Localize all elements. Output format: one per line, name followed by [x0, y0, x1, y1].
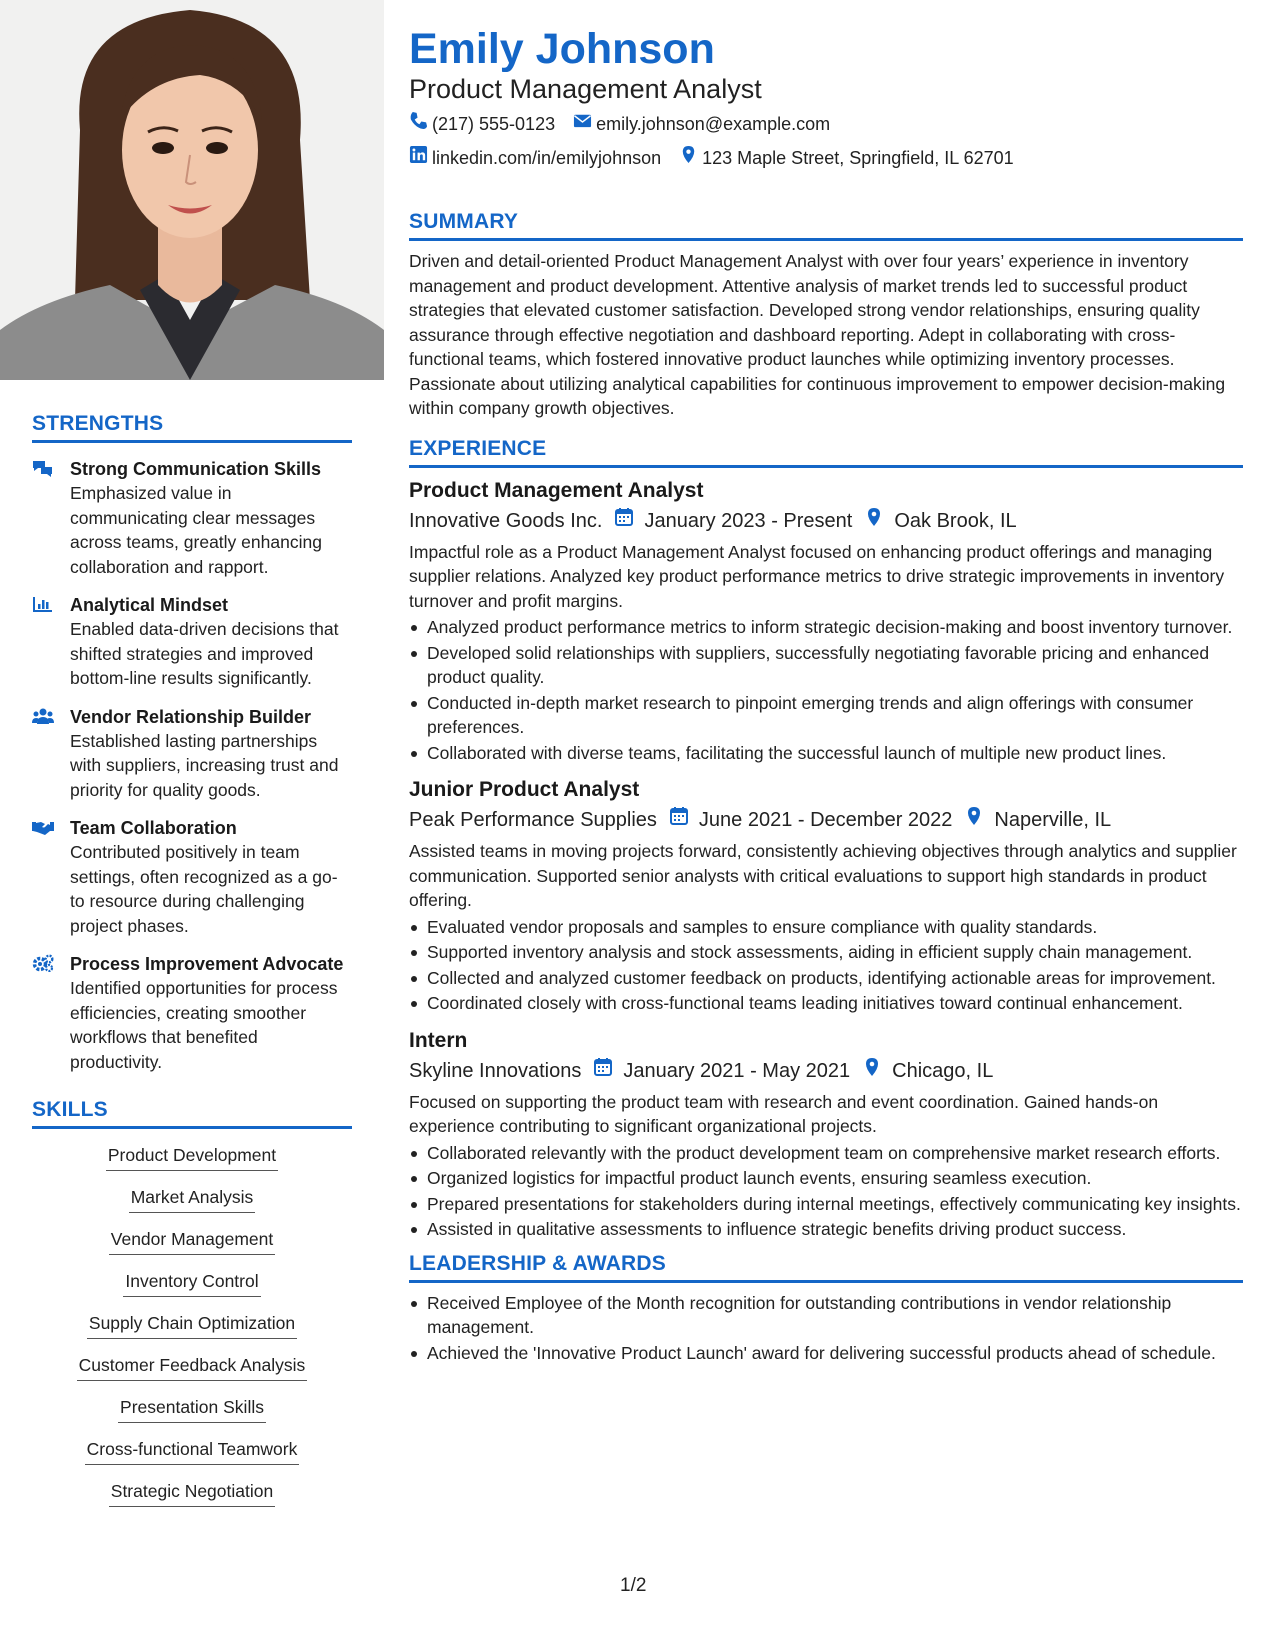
job-meta — [409, 506, 1243, 536]
strength-title: Vendor Relationship Builder — [70, 706, 312, 727]
skill-item: Vendor Management — [109, 1227, 275, 1255]
calendar-icon — [669, 805, 699, 835]
location-pin-icon — [679, 142, 702, 174]
skill-item: Strategic Negotiation — [109, 1479, 275, 1507]
skill-item: Presentation Skills — [118, 1395, 266, 1423]
job-description: Focused on supporting the product team with research and event coordination. Gained hands-on experience contributing to significant organizational projects. — [409, 1091, 1159, 1136]
strength-desc: Enabled data-driven decisions that shifted strategies and improved bottom-line results significantly. — [70, 619, 339, 688]
strength-item — [32, 593, 352, 691]
chat-icon — [32, 457, 70, 579]
phone-text: (217) 555-0123 — [432, 114, 556, 134]
job-meta — [409, 805, 1243, 835]
job-bullet: Collaborated relevantly with the product development team on comprehensive market research efforts. — [409, 1141, 1243, 1166]
job-entry — [409, 476, 1243, 766]
strength-desc: Identified opportunities for process efficiencies, creating smoother workflows that benefited productivity. — [70, 978, 338, 1072]
job-bullet: Coordinated closely with cross-functional teams leading initiatives toward continual enhancement. — [409, 991, 1243, 1016]
skill-item: Product Development — [106, 1143, 278, 1171]
address-text: 123 Maple Street, Springfield, IL 62701 — [702, 148, 1014, 168]
calendar-icon — [614, 506, 644, 536]
strengths-heading: STRENGTHS — [32, 412, 352, 443]
strength-item — [32, 952, 352, 1074]
awards-section — [409, 1252, 1243, 1366]
chart-icon — [32, 593, 70, 691]
page-number: 1/2 — [620, 1575, 647, 1596]
skill-item: Inventory Control — [123, 1269, 260, 1297]
email-contact[interactable] — [573, 108, 830, 140]
contact-row — [409, 108, 1243, 140]
job-bullets — [409, 1141, 1243, 1242]
summary-text: Driven and detail-oriented Product Management Analyst with over four years’ experience in inventory management and product development. Attentive analysis of market trends led to successful product strategies that elevated customer satisfaction. Developed strong vendor relationships, ensuring quality assurance through effective negotiation and dashboard reporting. Adept in collaborating with cross-functional teams, which fostered innovative product launches while optimizing inventory processes. Passionate about utilizing analytical capabilities for continuous improvement to empower decision-making within company growth objectives. — [409, 251, 1226, 418]
gears-icon — [32, 952, 70, 1074]
strength-desc: Contributed positively in team settings, often recognized as a go-to resource during challenging project phases. — [70, 842, 338, 936]
strength-item — [32, 816, 352, 938]
job-bullets — [409, 615, 1243, 765]
summary-section — [409, 210, 1243, 421]
skill-item: Market Analysis — [129, 1185, 256, 1213]
job-bullet: Analyzed product performance metrics to inform strategic decision-making and boost inventory turnover. — [409, 615, 1243, 640]
skills-heading: SKILLS — [32, 1098, 352, 1129]
job-entry — [409, 775, 1243, 1016]
awards-bullets — [409, 1291, 1243, 1366]
profile-photo — [0, 0, 384, 380]
strength-title: Analytical Mindset — [70, 595, 229, 615]
strength-title: Team Collaboration — [70, 818, 237, 838]
candidate-role: Product Management Analyst — [409, 74, 762, 104]
skill-list — [32, 1143, 352, 1521]
skill-item: Customer Feedback Analysis — [77, 1353, 308, 1381]
linkedin-text: linkedin.com/in/emilyjohnson — [432, 148, 662, 168]
award-bullet: Achieved the 'Innovative Product Launch' award for delivering successful products ahead of schedule. — [409, 1341, 1243, 1366]
strength-item — [32, 705, 352, 803]
contact-row — [409, 142, 1243, 174]
email-text: emily.johnson@example.com — [596, 114, 831, 134]
job-location: Chicago, IL — [892, 1059, 994, 1082]
strength-desc: Emphasized value in communicating clear messages across teams, greatly enhancing collaboration and rapport. — [70, 483, 322, 577]
job-bullet: Collaborated with diverse teams, facilitating the successful launch of multiple new product lines. — [409, 741, 1243, 766]
phone-icon — [409, 108, 432, 140]
location-pin-icon — [862, 1056, 892, 1086]
job-bullet: Assisted in qualitative assessments to influence strategic benefits driving product success. — [409, 1217, 1243, 1242]
summary-heading: SUMMARY — [409, 210, 1243, 241]
job-bullet: Prepared presentations for stakeholders during internal meetings, effectively communicating key insights. — [409, 1192, 1243, 1217]
job-bullet: Collected and analyzed customer feedback on products, identifying actionable areas for improvement. — [409, 966, 1243, 991]
job-bullet: Developed solid relationships with suppliers, successfully negotiating favorable pricing and enhanced product quality. — [409, 641, 1243, 690]
strength-title: Process Improvement Advocate — [70, 954, 344, 974]
job-bullet: Organized logistics for impactful product launch events, ensuring seamless execution. — [409, 1166, 1243, 1191]
job-dates: January 2021 - May 2021 — [623, 1059, 851, 1082]
job-location: Oak Brook, IL — [894, 509, 1017, 532]
job-entry — [409, 1026, 1243, 1242]
phone-contact[interactable] — [409, 108, 555, 140]
job-description: Impactful role as a Product Management Analyst focused on enhancing product offerings and managing supplier relations. Analyzed key product performance metrics to drive strategic improvements in inventory turnover and profit margins. — [409, 541, 1225, 611]
job-company: Innovative Goods Inc. — [409, 509, 603, 532]
email-icon — [573, 108, 596, 140]
experience-heading: EXPERIENCE — [409, 437, 1243, 468]
skill-item: Cross-functional Teamwork — [85, 1437, 300, 1465]
award-bullet: Received Employee of the Month recognition for outstanding contributions in vendor relationship management. — [409, 1291, 1243, 1340]
linkedin-contact[interactable] — [409, 142, 661, 174]
handshake-icon — [32, 816, 70, 938]
right-column — [409, 24, 1243, 1366]
awards-heading: LEADERSHIP & AWARDS — [409, 1252, 1243, 1283]
job-meta — [409, 1056, 1243, 1086]
job-location: Naperville, IL — [994, 809, 1112, 831]
job-title: Intern — [409, 1028, 468, 1052]
address-contact — [679, 142, 1014, 174]
job-title: Junior Product Analyst — [409, 778, 640, 801]
strength-title: Strong Communication Skills — [70, 459, 322, 479]
location-pin-icon — [864, 506, 894, 536]
skill-item: Supply Chain Optimization — [87, 1311, 297, 1339]
job-dates: June 2021 - December 2022 — [698, 809, 953, 831]
job-company: Skyline Innovations — [409, 1059, 582, 1082]
strength-desc: Established lasting partnerships with suppliers, increasing trust and priority for quality goods. — [70, 730, 339, 800]
job-title: Product Management Analyst — [409, 478, 704, 502]
job-dates: January 2023 - Present — [644, 509, 853, 532]
users-icon — [32, 705, 70, 803]
job-company: Peak Performance Supplies — [409, 809, 657, 831]
candidate-name: Emily Johnson — [409, 25, 715, 73]
strength-item — [32, 457, 352, 579]
job-description: Assisted teams in moving projects forward, consistently achieving objectives through analytics and supplier communication. Supported senior analysts with critical evaluations to support high standards in product offering. — [409, 841, 1237, 910]
left-column — [32, 412, 352, 1521]
job-bullet: Evaluated vendor proposals and samples to ensure compliance with quality standards. — [409, 915, 1243, 940]
job-bullets — [409, 915, 1243, 1016]
experience-section — [409, 437, 1243, 1242]
calendar-icon — [593, 1056, 623, 1086]
job-bullet: Supported inventory analysis and stock assessments, aiding in efficient supply chain management. — [409, 940, 1243, 965]
job-bullet: Conducted in-depth market research to pinpoint emerging trends and align offerings with consumer preferences. — [409, 691, 1243, 740]
location-pin-icon — [964, 805, 994, 835]
linkedin-icon — [409, 142, 432, 174]
